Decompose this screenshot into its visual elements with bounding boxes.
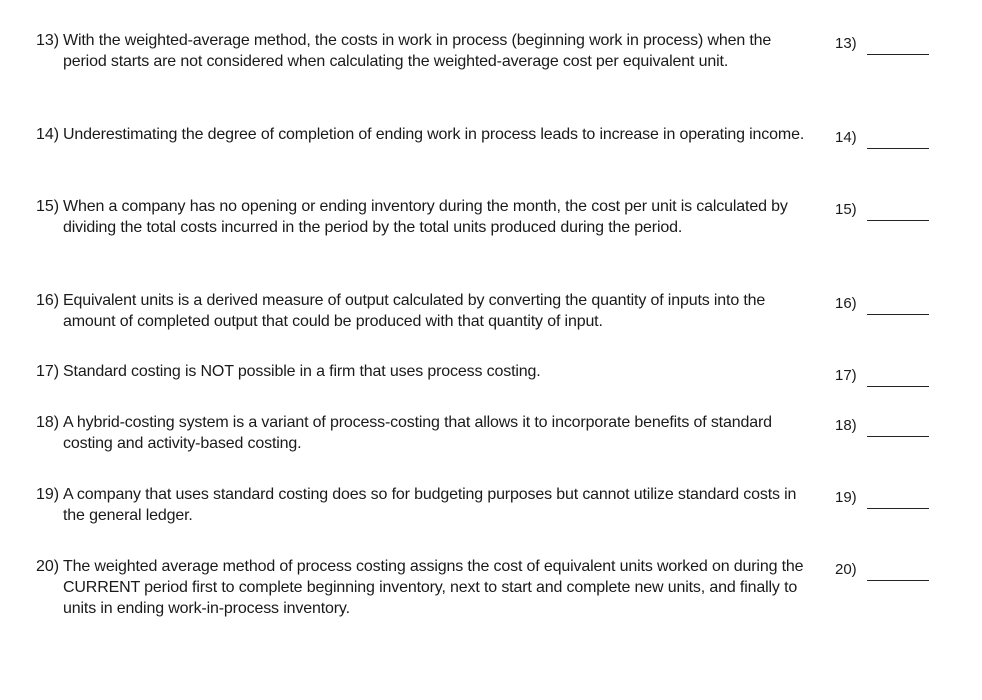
answer-label: 14)	[835, 129, 857, 146]
answer-14[interactable]	[835, 128, 935, 149]
answer-15[interactable]	[835, 200, 935, 221]
question-text: A hybrid-costing system is a variant of process-costing that allows it to incorporate benefits of standard costing and activity-based costing.	[63, 414, 772, 452]
question-number: 19)	[36, 486, 60, 503]
question-text: A company that uses standard costing does so for budgeting purposes but cannot utilize standard costs in the general ledger.	[63, 486, 797, 524]
answer-blank[interactable]	[867, 200, 929, 221]
question-17	[36, 361, 818, 382]
question-number: 15)	[36, 198, 60, 215]
answer-16[interactable]	[835, 294, 935, 315]
question-number: 14)	[36, 126, 60, 143]
answer-label: 15)	[835, 201, 857, 218]
question-number: 16)	[36, 292, 60, 309]
answer-blank[interactable]	[867, 366, 929, 387]
question-number: 20)	[36, 558, 60, 575]
answer-blank[interactable]	[867, 560, 929, 581]
answer-label: 18)	[835, 417, 857, 434]
answer-19[interactable]	[835, 488, 935, 509]
question-text: The weighted average method of process costing assigns the cost of equivalent units worked on during the CURRENT period first to complete beginning inventory, next to start and complete new units, and finally to units in ending work-in-process inventory.	[63, 558, 804, 617]
answer-17[interactable]	[835, 366, 935, 387]
answer-label: 16)	[835, 295, 857, 312]
question-text: When a company has no opening or ending inventory during the month, the cost per unit is calculated by dividing the total costs incurred in the period by the total units produced during the period.	[63, 198, 788, 236]
question-text: Standard costing is NOT possible in a firm that uses process costing.	[63, 363, 541, 380]
answer-blank[interactable]	[867, 128, 929, 149]
question-text: With the weighted-average method, the costs in work in process (beginning work in process) when the period starts are not considered when calculating the weighted-average cost per equivalent unit.	[63, 32, 772, 70]
answer-label: 17)	[835, 367, 857, 384]
answer-label: 19)	[835, 489, 857, 506]
question-text: Equivalent units is a derived measure of output calculated by converting the quantity of inputs into the amount of completed output that could be produced with that quantity of input.	[63, 292, 766, 330]
answer-18[interactable]	[835, 416, 935, 437]
question-18	[36, 412, 818, 454]
question-number: 18)	[36, 414, 60, 431]
question-number: 17)	[36, 363, 60, 380]
question-19	[36, 484, 818, 526]
question-15	[36, 196, 818, 238]
answer-label: 20)	[835, 561, 857, 578]
question-text: Underestimating the degree of completion of ending work in process leads to increase in operating income.	[63, 126, 805, 143]
question-16	[36, 290, 818, 332]
answer-blank[interactable]	[867, 34, 929, 55]
answer-label: 13)	[835, 35, 857, 52]
answer-blank[interactable]	[867, 416, 929, 437]
question-14	[36, 124, 818, 145]
answer-blank[interactable]	[867, 488, 929, 509]
answer-blank[interactable]	[867, 294, 929, 315]
answer-13[interactable]	[835, 34, 935, 55]
answer-20[interactable]	[835, 560, 935, 581]
question-number: 13)	[36, 32, 60, 49]
question-13	[36, 30, 818, 72]
question-20	[36, 556, 818, 619]
